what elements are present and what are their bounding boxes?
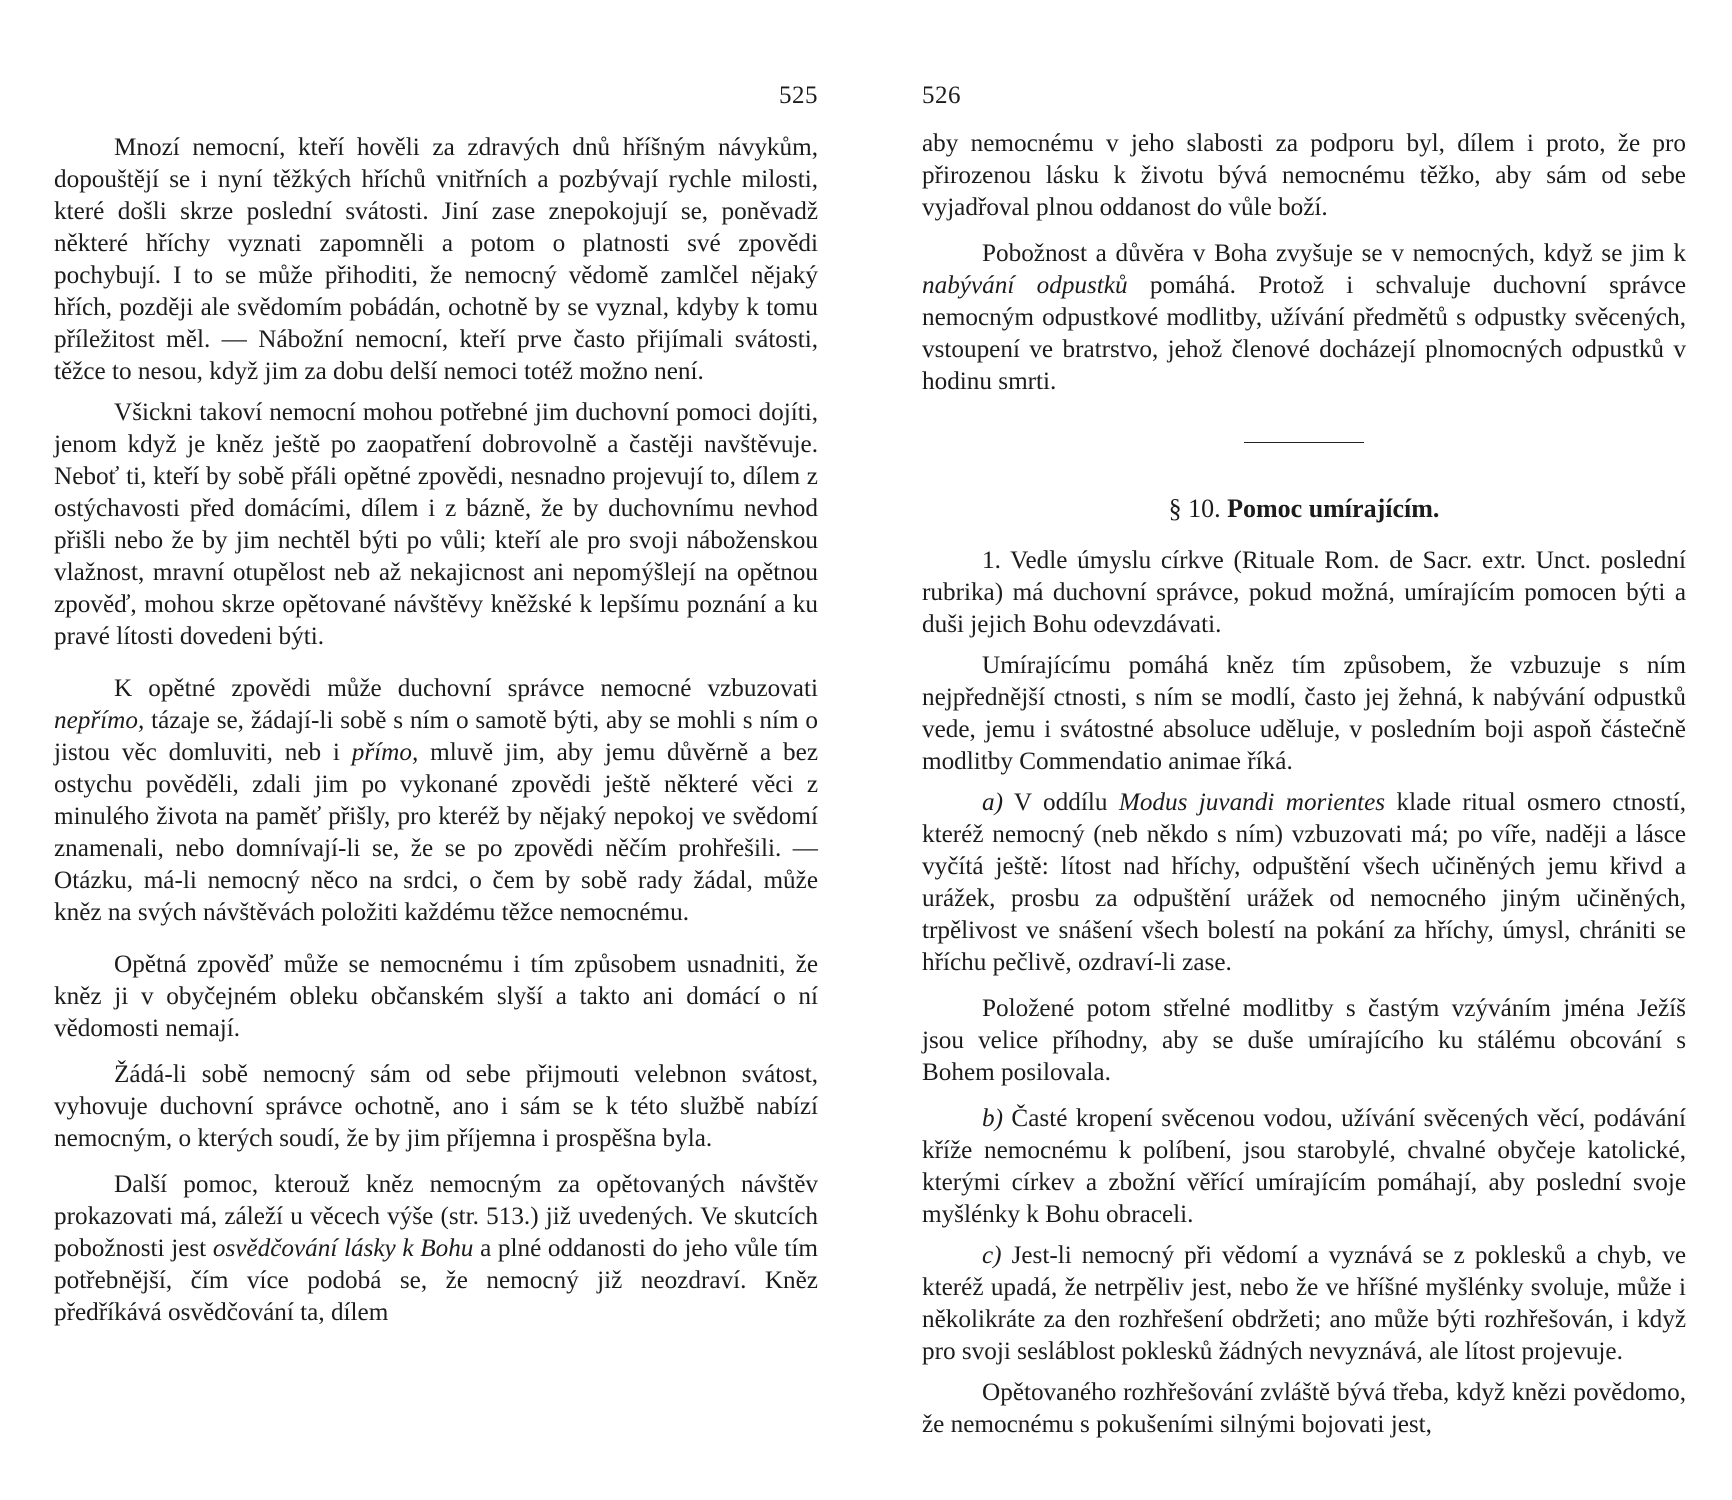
paragraph: Opětovaného rozhřešování zvláště bývá třeba, když knězi povědomo, že nemocnému s pokušeními silnými bojovati jest,	[922, 1379, 1686, 1438]
paragraph: Všickni takoví nemocní mohou potřebné jim duchovní pomoci dojíti, jenom když je kněz ještě po zaopatření dobrovolně a častěji navštěvuje. Neboť ti, kteří by sobě přáli opětné zpovědi, nesnadno projevují to, dílem z ostýchavosti před domácími, dílem i z bázně, že by duchovnímu nevhod přišli nebo že by jim nechtěl býti po vůli; kteří ale pro svoji náboženskou vlažnost, mravní otupělost neb až nekajicnost ani nepomýšlejí na opětnou zpověď, mohou skrze opětované návštěvy kněžské k lepšímu poznání a ku pravé lítosti dovedeni býti.	[54, 399, 818, 650]
paragraph: Položené potom střelné modlitby s častým vzýváním jména Ježíš jsou velice příhodny, aby se duše umírajícího ku stálému obcování s Bohem posilovala.	[922, 995, 1686, 1086]
paragraph: Žádá-li sobě nemocný sám od sebe přijmouti velebnon svátost, vyhovuje duchovní správce ochotně, ano i sám se k této službě nabízí nemocným, o kterých soudí, že by jim příjemna i prospěšna byla.	[54, 1061, 818, 1152]
paragraph: Umírajícímu pomáhá kněz tím způsobem, že vzbuzuje s ním nejpřednější ctnosti, s ním se modlí, často jej žehná, k nabývání odpustků vede, jemu i svátostné absoluce uděluje, v posledním boji aspoň částečně modlitby Commendatio animae říká.	[922, 652, 1686, 775]
emphasis: a)	[982, 789, 1003, 816]
section-heading	[922, 493, 1686, 525]
page-body	[54, 132, 818, 1329]
paragraph: Další pomoc, kterouž kněz nemocným za opětovaných návštěv prokazovati má, záleží u věcech výše (str. 513.) již uvedených. Ve skutcích pobožnosti jest osvědčování lásky k Bohu a plné oddanosti do jeho vůle tím potřebnější, čím více podobá se, že nemocný již neozdraví. Kněz předříkává osvědčování ta, dílem	[54, 1171, 818, 1326]
emphasis: nepřímo,	[54, 707, 145, 734]
section-divider	[1244, 442, 1364, 443]
page-body	[922, 128, 1686, 1441]
paragraph: Opětná zpověď může se nemocnému i tím způsobem usnadniti, že kněz ji v obyčejném obleku občanském slyší a takto ani domácí o ní vědomosti nemají.	[54, 951, 818, 1042]
emphasis: Modus juvandi morientes	[1118, 789, 1386, 816]
paragraph: a) V oddílu Modus juvandi morientes klade ritual osmero ctností, kteréž nemocný (neb někdo s ním) vzbuzovati má; po víře, naději a lásce vyčítá ještě: lítost nad hříchy, odpuštění všech učiněných jemu křivd a urážek, prosbu za odpuštění urážek od nemocného jiným učiněných, trpělivost ve snášení všech bolestí na pokání za hříchy, úmysl, chrániti se hříchu pečlivě, ozdraví-li zase.	[922, 789, 1686, 976]
emphasis: přímo,	[351, 739, 419, 766]
paragraph: Pobožnost a důvěra v Boha zvyšuje se v nemocných, když se jim k nabývání odpustků pomáhá. Protož i schvaluje duchovní správce nemocným odpustkové modlitby, užívání předmětů s odpustky svěcených, vstoupení ve bratrstvo, jehož členové docházejí plnomocných odpustků v hodinu smrti.	[922, 240, 1687, 395]
page-number: 526	[922, 82, 961, 109]
section-title: Pomoc umírajícím.	[1227, 494, 1440, 523]
paragraph: Mnozí nemocní, kteří hověli za zdravých dnů hříšným návykům, dopouštějí se i nyní těžkých hříchů vnitřních a pozbývají rychle milosti, které došli skrze poslední svátosti. Jiní zase znepokojují se, poněvadž některé hříchy vyznati zapomněli a potom o platnosti své zpovědi pochybují. I to se může přihoditi, že nemocný vědomě zamlčel nějaký hřích, později ale svědomím pobádán, ochotně by se vyznal, kdyby k tomu příležitost měl. — Nábožní nemocní, kteří prve často přijímali svátosti, těžce to nesou, když jim za dobu delší nemoci totéž možno není.	[54, 134, 818, 385]
paragraph: c) Jest-li nemocný při vědomí a vyznává se z poklesků a chyb, ve kteréž upadá, že netrpěliv jest, nebo že ve hříšné myšlénky svoluje, může i několikráte za den rozhřešení obdržeti; ano může býti rozhřešován, i když pro svoji sesláblost poklesků žádných nevyznává, ale lítost projevuje.	[922, 1242, 1686, 1365]
paragraph: aby nemocnému v jeho slabosti za podporu byl, dílem i proto, že pro přirozenou lásku k životu bývá nemocnému těžko, aby sám od sebe vyjadřoval plnou oddanost do vůle boží.	[922, 130, 1686, 221]
section-number: § 10.	[1168, 494, 1221, 523]
emphasis: nabývání odpustků	[922, 272, 1128, 299]
emphasis: b)	[982, 1105, 1003, 1132]
emphasis: c)	[982, 1242, 1002, 1269]
emphasis: osvědčování lásky k Bohu	[212, 1235, 474, 1262]
paragraph: K opětné zpovědi může duchovní správce nemocné vzbuzovati nepřímo, tázaje se, žádají-li sobě s ním o samotě býti, aby se mohli s ním o jistou věc domluviti, neb i přímo, mluvě jim, aby jemu důvěrně a bez ostychu pověděli, zdali jim po vykonané zpovědi ještě některé věci z minulého života na paměť přišly, pro kteréž by nějaký nepokoj ve svědomí znamenali, nebo domnívají-li se, že se po zpovědi něčím prohřešili. — Otázku, má-li nemocný něco na srdci, o čem by sobě rady žádal, může kněz na svých návštěvách položiti každému těžce nemocnému.	[54, 675, 818, 926]
page-number: 525	[779, 82, 818, 109]
paragraph: b) Časté kropení svěcenou vodou, užívání svěcených věcí, podávání kříže nemocnému k políbení, jsou starobylé, chvalné obyčeje katolické, kterými církev a zbožní věřící umírajícím pomáhají, aby poslední svoje myšlénky k Bohu obraceli.	[922, 1105, 1686, 1228]
paragraph: 1. Vedle úmyslu církve (Rituale Rom. de Sacr. extr. Unct. poslední rubrika) má duchovní správce, pokud možná, umírajícím pomocen býti a duši jejich Bohu odevzdávati.	[922, 547, 1686, 638]
